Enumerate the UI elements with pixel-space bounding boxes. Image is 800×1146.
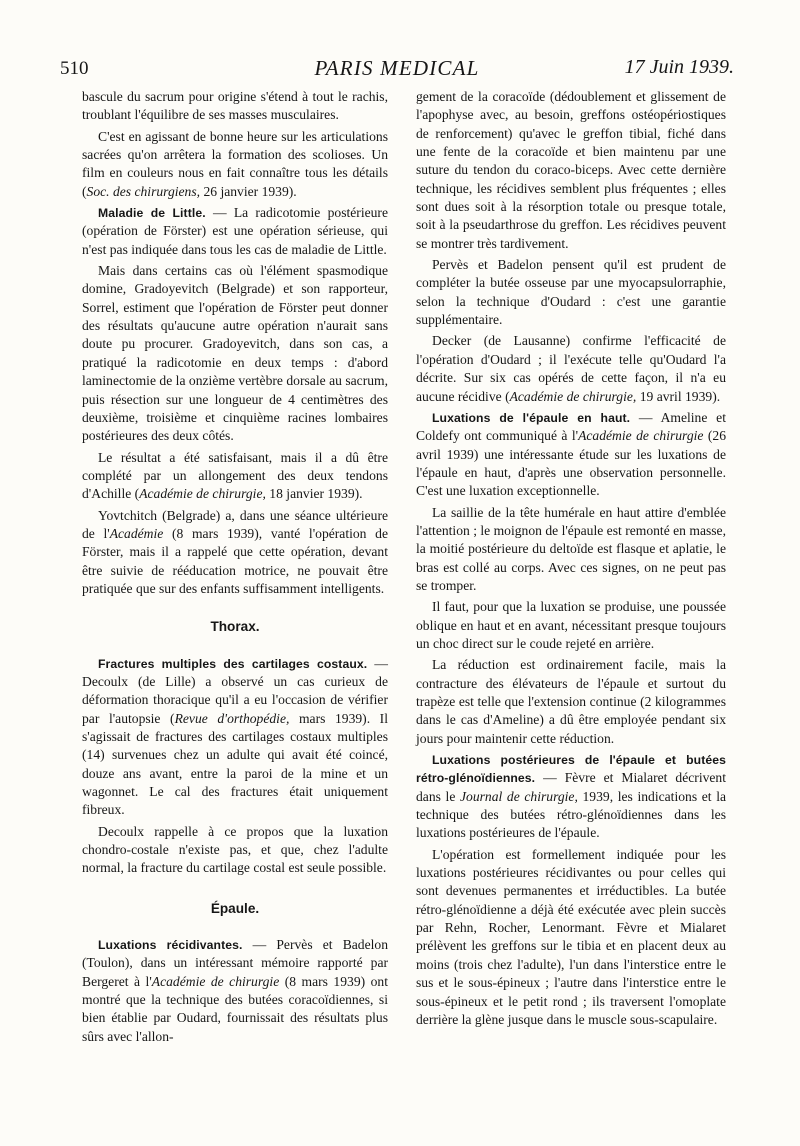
- paragraph: Maladie de Little. — La radicotomie postérieure (opération de Förster) est une opération sérieuse, qui n'est pas indiquée dans tous les cas de maladie de Little.: [82, 205, 388, 257]
- right-column: [416, 88, 726, 1032]
- paragraph: Decker (de Lausanne) confirme l'efficacité de l'opération d'Oudard ; il l'exécute telle qu'Oudard l'a décrite. Sur six cas opérés de cette façon, il n'a eu aucune récidive (Académie de chirurgie, 19 avril 1939).: [416, 333, 726, 404]
- paragraph: gement de la coracoïde (dédoublement et glissement de l'apophyse avec, au besoin, greffons ostéopériostiques de renforcement) qu'avec le greffon tibial, fiché dans une fente de la coracoïde et bien maintenu par une suture du tendon du coraco-biceps. Avec cette dernière technique, les récidives semblent plus fréquentes ; elles sont dues soit à la résorption totale ou presque totale, soit à la pseudarthrose du greffon. Les récidives peuvent se montrer très tardivement.: [416, 89, 726, 251]
- section-title-thorax: Thorax.: [210, 619, 260, 635]
- paragraph: L'opération est formellement indiquée pour les luxations postérieures récidivantes ou pour celles qui sont devenues permanentes et irréductibles. La butée rétro-glénoïdienne a déjà été exécutée avec plein succès par Rehn, Rocher, Lenormant. Fèvre et Mialaret prélèvent les greffons sur le tibia et en placent deux au moins (trois chez l'adulte), l'un dans l'interstice entre le sus et le sous-épineux ; l'autre dans l'interstice entre le sous-épineux et le petit rond ; ils traversent l'omoplate derrière la glène jusque dans le muscle sous-scapulaire.: [416, 846, 726, 1027]
- paragraph: Luxations récidivantes. — Pervès et Badelon (Toulon), dans un intéressant mémoire rapporté par Bergeret à l'Académie de chirurgie (8 mars 1939) ont montré que la technique des butées coracoïdiennes, si bien établie par Oudard, fournissait des résultats plus sûrs avec l'allon-: [82, 937, 388, 1044]
- subheading-fractures: Fractures multiples des cartilages costaux.: [98, 656, 368, 671]
- subheading-luxations-recidivantes: Luxations récidivantes.: [98, 938, 243, 953]
- subheading-little: Maladie de Little.: [98, 206, 206, 221]
- paragraph: C'est en agissant de bonne heure sur les articulations sacrées qu'on arrêtera la formation des scolioses. Un film en couleurs nous en fait connaître tous les détails (Soc. des chirurgiens, 26 janvier 1939).: [82, 128, 388, 199]
- paragraph: Yovtchitch (Belgrade) a, dans une séance ultérieure de l'Académie (8 mars 1939), vanté l'opération de Förster, mais il a rappelé que cette opération, devant être suivie de rééducation motrice, ne pouvait être pratiquée que sur des enfants suffisamment intelligents.: [82, 507, 388, 596]
- section-title-epaule: Épaule.: [210, 900, 260, 916]
- paragraph: Mais dans certains cas où l'élément spasmodique domine, Gradoyevitch (Belgrade) et son rapporteur, Sorrel, estiment que l'opération de Förster peut donner des résultats qu'aucune autre opération n'aurait sans doute pu procurer. Gradoyevitch, dans son cas, a pratiqué la radicotomie en deux temps : d'abord laminectomie de la onzième vertèbre dorsale au sacrum, puis résection sur une longueur de 4 centimètres des deuxième, troisième et cinquième racines lombaires postérieures des deux côtés.: [82, 263, 388, 444]
- paragraph: Fractures multiples des cartilages costaux. — Decoulx (de Lille) a observé un cas curieux de déformation thoracique qu'il a eu l'occasion de vérifier par l'autopsie (Revue d'orthopédie, mars 1939). Il s'agissait de fractures des cartilages costaux multiples (14) survenues chez un adulte qui avait été coincé, douze ans avant, entre la paroi de la mine et un wagonnet. Le cal des fractures était uniquement fibreux.: [82, 655, 388, 818]
- subheading-luxations-posterieures: Luxations postérieures de l'épaule et butées rétro-glénoïdiennes.: [416, 753, 726, 786]
- page-header: [60, 56, 734, 86]
- paragraph: Luxations de l'épaule en haut. — Ameline et Coldefy ont communiqué à l'Académie de chirurgie (26 avril 1939) une intéressante étude sur les luxations de l'épaule en haut, d'après une observation personnelle. C'est une luxation exceptionnelle.: [416, 409, 726, 499]
- paragraph: Luxations postérieures de l'épaule et butées rétro-glénoïdiennes. — Fèvre et Mialaret décrivent dans le Journal de chirurgie, 1939, les indications et la technique des butées rétro-glénoïdiennes dans les luxations postérieures de l'épaule.: [416, 753, 726, 841]
- paragraph: La réduction est ordinairement facile, mais la contracture des élévateurs de l'épaule et surtout du trapèze est telle que l'extension continue (2 kilogrammes dans le cas d'Ameline) a dû être employée pendant six jours pour maintenir cette réduction.: [416, 657, 726, 746]
- left-column: [82, 88, 388, 1049]
- paragraph: Le résultat a été satisfaisant, mais il a dû être complété par un allongement des deux tendons d'Achille (Académie de chirurgie, 18 janvier 1939).: [82, 449, 388, 502]
- page-number: 510: [60, 58, 89, 79]
- paragraph: Il faut, pour que la luxation se produise, une poussée oblique en haut et en avant, nécessitant presque toujours un choc direct sur le coude rejeté en arrière.: [416, 599, 726, 651]
- paragraph: Decoulx rappelle à ce propos que la luxation chondro-costale n'existe pas, et que, chez l'adulte normal, la fracture du cartilage costal est seule possible.: [82, 823, 388, 876]
- paragraph: Pervès et Badelon pensent qu'il est prudent de compléter la butée osseuse par une myocapsulorraphie, selon la technique d'Oudard : c'est une garantie supplémentaire.: [416, 257, 726, 328]
- subheading-luxations-haut: Luxations de l'épaule en haut.: [432, 410, 631, 425]
- paragraph: bascule du sacrum pour origine s'étend à tout le rachis, troublant l'équilibre de ses masses musculaires.: [82, 89, 388, 123]
- issue-date: 17 Juin 1939.: [624, 56, 734, 78]
- journal-title: PARIS MEDICAL: [314, 56, 480, 80]
- paragraph: La saillie de la tête humérale en haut attire d'emblée l'attention ; le moignon de l'épaule est remonté en masse, la moitié postérieure du deltoïde est flasque et aplatie, le bras est collé au corps. Avec ces signes, on ne peut pas se tromper.: [416, 504, 726, 593]
